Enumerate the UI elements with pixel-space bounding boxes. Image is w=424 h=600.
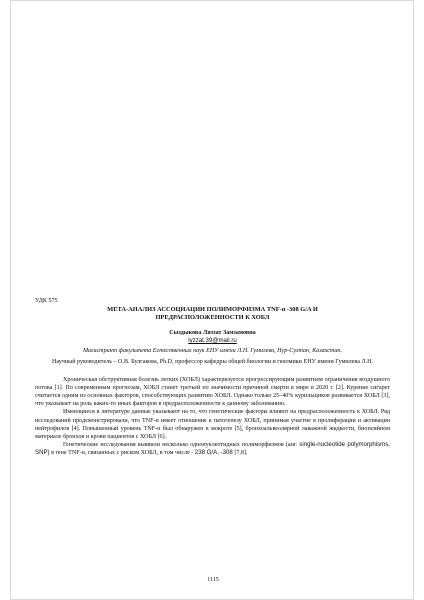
paragraph-3-start: Генетические исследования выявили несколько однонуклеотидных полиморфизмов (анг. [63, 441, 300, 448]
paragraph-3 [35, 441, 390, 457]
udk-code: УДК 575 [35, 298, 58, 304]
paragraph-1: Хроническая обструктивная болезнь легких (ХОБЛ) характеризуется прогрессирующим развитием ограничения воздушного потока [1]. По современным прогнозам, ХОБЛ станет третьей по значимости причиной смерти в мире в 2020 г. [2]. Курение сигарет считается одним из основных факторов, способствующих развитию ХОБЛ. Однако только 25–40% курильщиков развивается ХОБЛ [3], что указывает на роль каких-то иных факторов в предрасположенности к данному заболеванию. [35, 377, 390, 408]
page-number: 1115 [207, 577, 219, 583]
snp-term: single-nucleotide polymorphisms, SNP) [35, 440, 390, 456]
document-page [10, 0, 414, 600]
author-name: Сыздыкова Ляззат Замзамовна [169, 329, 256, 336]
title-line-2: ПРЕДРАСПОЛОЖЕННОСТИ К ХОБЛ [155, 314, 270, 322]
paragraph-2: Имеющиеся в литературе данные указывают на то, что генетические факторы влияют на предрасположенность к ХОБЛ. Ряд исследований продемонстрировали, что TNF-α имеет отношение к патогенезу ХОБЛ, принимая участие в пролиферации и активации нейтрофилов [4]. Повышенный уровень TNF-α был обнаружен в мокроте [5], бронхоальвеолярной лаважной жидкости, биопсийном материале бронхов и крови пациентов с ХОБЛ [6]. [35, 409, 390, 440]
title-line-1: МЕТА-АНАЛИЗ АССОЦИАЦИИ ПОЛИМОРФИЗМА TNF-α -308 G/A И [107, 306, 318, 314]
author-affiliation: Магистрант факультета Естественных наук ЕНУ имени Л.Н. Гумилева, Нур-Султан, Казахстан. [83, 347, 342, 354]
paragraph-3-end: [7,8]. [232, 449, 248, 456]
author-email-link[interactable]: lyzzat.39@mail.ru [188, 336, 237, 344]
article-title [35, 306, 390, 323]
variant-list: 238 G/A, -308 [194, 448, 233, 456]
article-body [35, 297, 390, 457]
paragraph-3-mid: в гене TNF-α, связанных с риском ХОБЛ, в том числе - [49, 449, 195, 456]
scientific-supervisor: Научный руководитель – О.В. Булгакова, Ph.D, профессор кафедры общей биологии и геномики ЕНУ имени Гумилева Л.Н. [51, 358, 374, 365]
